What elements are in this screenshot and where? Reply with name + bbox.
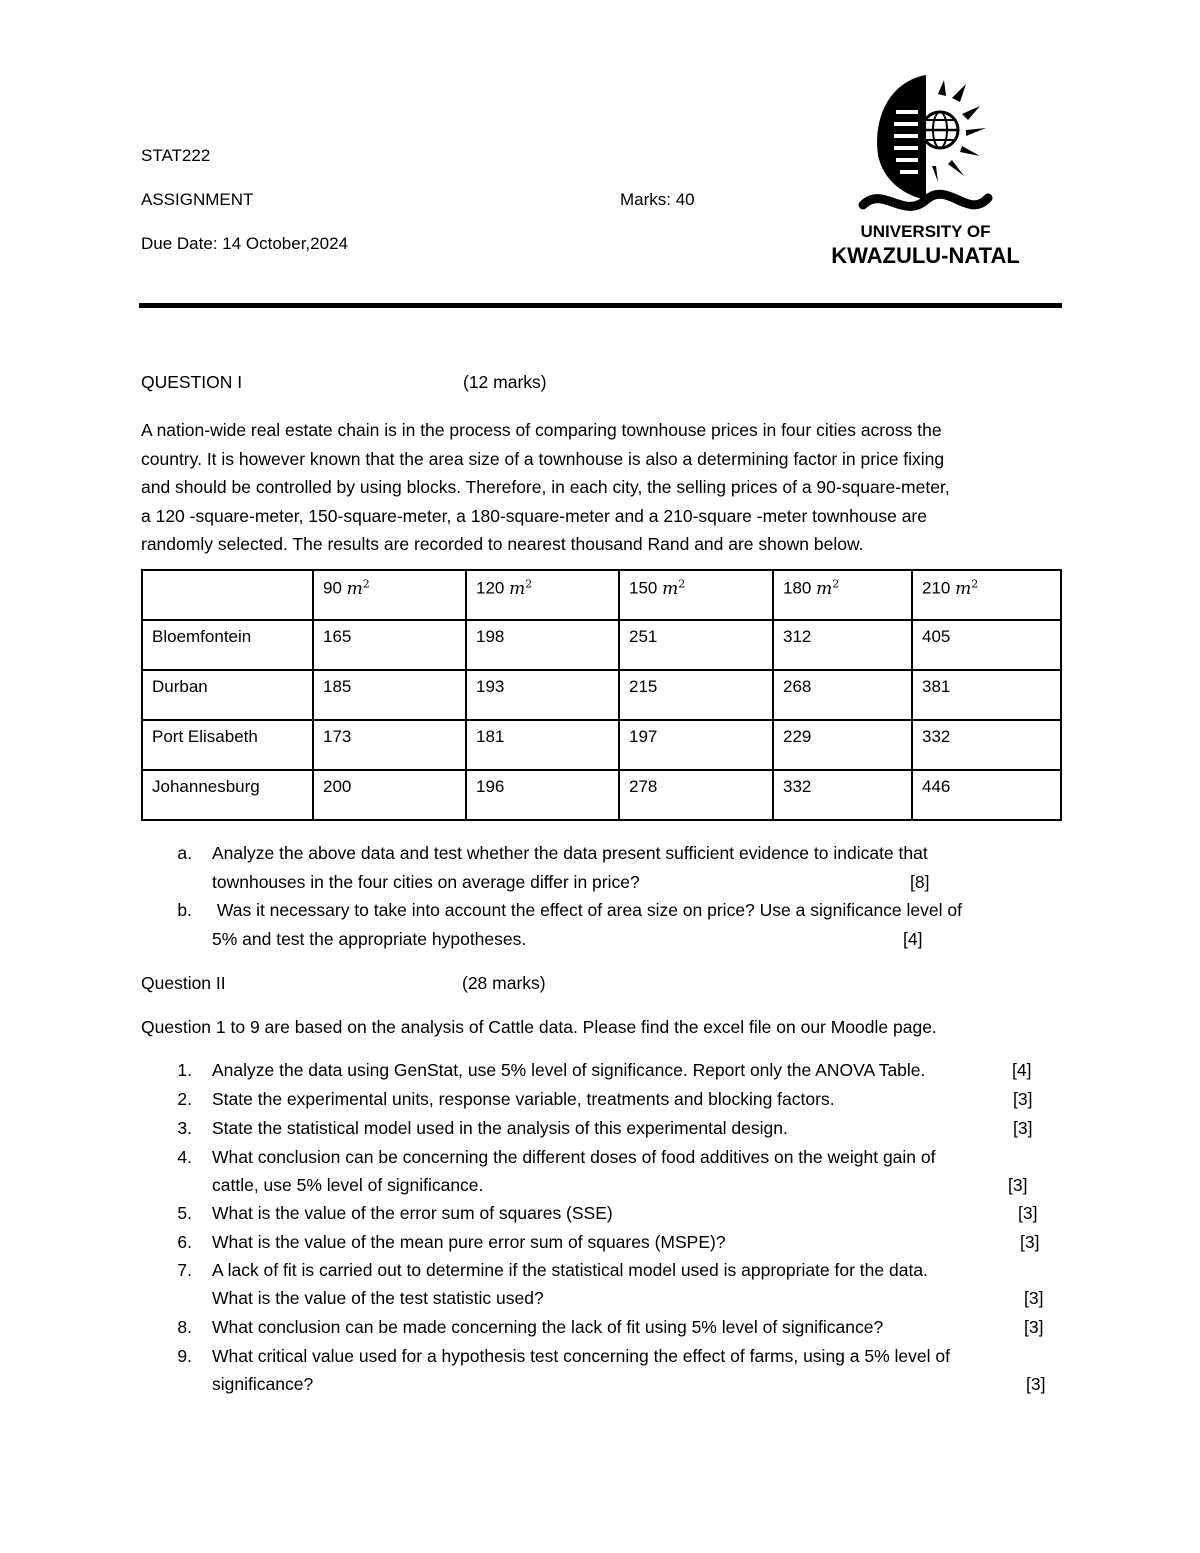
question-2-title: Question II [141, 973, 226, 993]
question-2-marks: (28 marks) [462, 973, 546, 993]
item-line: What conclusion can be concerning the different doses of food additives on the weight gain of [212, 1147, 936, 1167]
price-cell: 268 [773, 670, 912, 720]
price-cell: 173 [313, 720, 466, 770]
price-cell: 165 [313, 620, 466, 670]
item-line: State the experimental units, response variable, treatments and blocking factors. [212, 1089, 835, 1109]
paragraph-line: and should be controlled by using blocks. Therefore, in each city, the selling prices of a 90-square-meter, [141, 477, 950, 497]
paragraph-line: a 120 -square-meter, 150-square-meter, a 180-square-meter and a 210-square -meter townhouse are [141, 505, 927, 526]
table-row [142, 770, 1061, 820]
assignment-label: ASSIGNMENT [141, 190, 254, 209]
price-cell: 200 [313, 770, 466, 820]
logo-line-1: UNIVERSITY OF [860, 222, 991, 241]
column-header: 120 $m^2$ [466, 570, 619, 620]
city-cell: Durban [142, 670, 313, 720]
item-line: What is the value of the mean pure error sum of squares (MSPE)? [212, 1232, 726, 1252]
column-header: 210 $m^2$ [912, 570, 1061, 620]
item-line: What critical value used for a hypothesis test concerning the effect of farms, using a 5% level of [212, 1346, 950, 1366]
price-cell: 198 [466, 620, 619, 670]
question-1-title: QUESTION I [141, 372, 243, 392]
item-line: significance? [212, 1374, 314, 1394]
item-mark: [3] [1008, 1175, 1028, 1195]
item-label: 1. [177, 1060, 192, 1080]
item-line: What conclusion can be made concerning the lack of fit using 5% level of significance? [212, 1317, 884, 1337]
table-row [142, 720, 1061, 770]
item-label: 8. [177, 1317, 192, 1337]
item-label: 5. [177, 1203, 192, 1223]
price-cell: 185 [313, 670, 466, 720]
item-line: A lack of fit is carried out to determine if the statistical model used is appropriate for the data. [212, 1260, 928, 1280]
column-header: 150 $m^2$ [619, 570, 773, 620]
item-mark: [3] [1026, 1374, 1046, 1394]
item-mark: [3] [1020, 1232, 1040, 1252]
part-line: 5% and test the appropriate hypotheses. [212, 929, 527, 949]
price-cell: 181 [466, 720, 619, 770]
price-cell: 197 [619, 720, 773, 770]
part-line: Analyze the above data and test whether the data present sufficient evidence to indicate that [212, 843, 928, 863]
city-cell: Port Elisabeth [142, 720, 313, 770]
price-cell: 196 [466, 770, 619, 820]
item-mark: [3] [1018, 1203, 1038, 1223]
header-divider [139, 303, 1062, 308]
price-cell: 332 [912, 720, 1061, 770]
column-header: 90 $m^2$ [313, 570, 466, 620]
item-label: 3. [177, 1118, 192, 1138]
item-line: What is the value of the test statistic used? [212, 1288, 544, 1308]
item-line: Analyze the data using GenStat, use 5% level of significance. Report only the ANOVA Table. [212, 1060, 926, 1080]
item-mark: [3] [1013, 1118, 1033, 1138]
price-cell: 251 [619, 620, 773, 670]
price-cell: 332 [773, 770, 912, 820]
part-mark: [8] [910, 872, 930, 892]
price-cell: 312 [773, 620, 912, 670]
price-cell: 229 [773, 720, 912, 770]
item-label: 7. [177, 1260, 192, 1280]
column-header: 180 $m^2$ [773, 570, 912, 620]
item-mark: [3] [1024, 1317, 1044, 1337]
price-cell: 215 [619, 670, 773, 720]
paragraph-line: country. It is however known that the area size of a townhouse is also a determining factor in price fixing [141, 448, 945, 469]
price-cell: 446 [912, 770, 1061, 820]
university-logo [828, 70, 1023, 270]
price-cell: 193 [466, 670, 619, 720]
price-cell: 405 [912, 620, 1061, 670]
item-mark: [3] [1024, 1288, 1044, 1308]
price-table [141, 569, 1062, 821]
table-row [142, 620, 1061, 670]
question-1-paragraph [141, 416, 1066, 559]
item-line: What is the value of the error sum of squares (SSE) [212, 1203, 613, 1223]
total-marks: Marks: 40 [620, 190, 695, 209]
city-cell: Johannesburg [142, 770, 313, 820]
item-label: 9. [177, 1346, 192, 1366]
item-label: 6. [177, 1232, 192, 1252]
item-mark: [3] [1013, 1089, 1033, 1109]
part-line: Was it necessary to take into account the effect of area size on price? Use a significance level of [212, 900, 962, 920]
city-cell: Bloemfontein [142, 620, 313, 670]
item-line: State the statistical model used in the analysis of this experimental design. [212, 1118, 788, 1138]
item-label: 4. [177, 1147, 192, 1167]
part-label: a. [177, 843, 192, 863]
table-row [142, 670, 1061, 720]
table-corner-cell [142, 570, 313, 620]
paragraph-line: A nation-wide real estate chain is in the process of comparing townhouse prices in four cities across the [141, 420, 942, 440]
logo-line-2: KWAZULU-NATAL [831, 243, 1020, 268]
paragraph-line: randomly selected. The results are recorded to nearest thousand Rand and are shown below. [141, 534, 864, 554]
item-mark: [4] [1012, 1060, 1032, 1080]
due-date: Due Date: 14 October,2024 [141, 234, 348, 253]
question-1-marks: (12 marks) [463, 372, 547, 392]
question-2-intro: Question 1 to 9 are based on the analysis of Cattle data. Please find the excel file on our Moodle page. [141, 1017, 937, 1037]
price-cell: 278 [619, 770, 773, 820]
part-mark: [4] [903, 929, 923, 949]
price-cell: 381 [912, 670, 1061, 720]
part-line: townhouses in the four cities on average differ in price? [212, 872, 640, 892]
part-label: b. [177, 900, 192, 920]
course-code: STAT222 [141, 146, 211, 165]
table-header-row [142, 570, 1061, 620]
item-label: 2. [177, 1089, 192, 1109]
item-line: cattle, use 5% level of significance. [212, 1175, 484, 1195]
ukzn-emblem-icon [828, 70, 1023, 220]
